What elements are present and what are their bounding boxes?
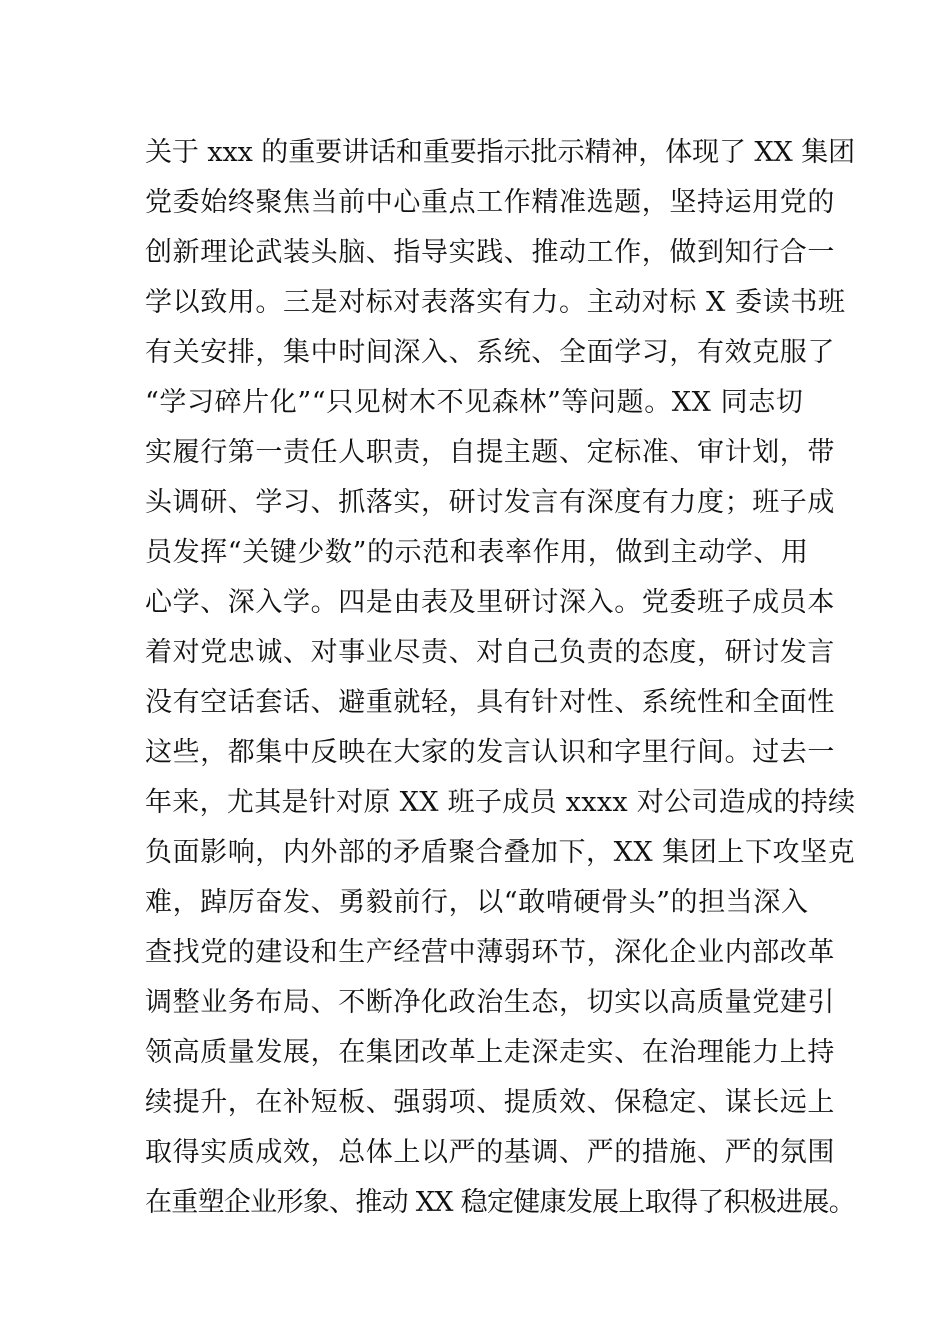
text-line: 取得实质成效，总体上以严的基调、严的措施、严的氛围: [145, 1137, 835, 1168]
text-line: 党委始终聚焦当前中心重点工作精准选题，坚持运用党的: [145, 187, 835, 218]
text-line: 查找党的建设和生产经营中薄弱环节，深化企业内部改革: [145, 937, 835, 968]
text-line: 员发挥“关键少数”的示范和表率作用，做到主动学、用: [145, 537, 809, 568]
text-line: 学以致用。三是对标对表落实有力。主动对标 X 委读书班: [145, 287, 846, 318]
text-line: “学习碎片化”“只见树木不见森林”等问题。XX 同志切: [145, 387, 804, 418]
text-line: 心学、深入学。四是由表及里研讨深入。党委班子成员本: [145, 587, 835, 618]
text-line: 在重塑企业形象、推动 XX 稳定健康发展上取得了积极进展。: [145, 1187, 856, 1218]
text-line: 年来，尤其是针对原 XX 班子成员 xxxx 对公司造成的持续: [145, 787, 856, 818]
text-line: 续提升，在补短板、强弱项、提质效、保稳定、谋长远上: [145, 1087, 835, 1118]
text-line: 着对党忠诚、对事业尽责、对自己负责的态度，研讨发言: [145, 637, 835, 668]
text-line: 关于 xxx 的重要讲话和重要指示批示精神，体现了 XX 集团: [145, 137, 856, 168]
text-line: 负面影响，内外部的矛盾聚合叠加下，XX 集团上下攻坚克: [145, 837, 856, 868]
text-line: 头调研、学习、抓落实，研讨发言有深度有力度；班子成: [145, 487, 835, 518]
body-paragraph: [145, 128, 856, 1228]
text-line: 创新理论武装头脑、指导实践、推动工作，做到知行合一: [145, 237, 835, 268]
text-line: 领高质量发展，在集团改革上走深走实、在治理能力上持: [145, 1037, 835, 1068]
text-line: 没有空话套话、避重就轻，具有针对性、系统性和全面性: [145, 687, 835, 718]
text-line: 有关安排，集中时间深入、系统、全面学习，有效克服了: [145, 337, 835, 368]
text-line: 调整业务布局、不断净化政治生态，切实以高质量党建引: [145, 987, 835, 1018]
text-line: 难，踔厉奋发、勇毅前行，以“敢啃硬骨头”的担当深入: [145, 887, 809, 918]
text-line: 这些，都集中反映在大家的发言认识和字里行间。过去一: [145, 737, 835, 768]
text-line: 实履行第一责任人职责，自提主题、定标准、审计划，带: [145, 437, 835, 468]
